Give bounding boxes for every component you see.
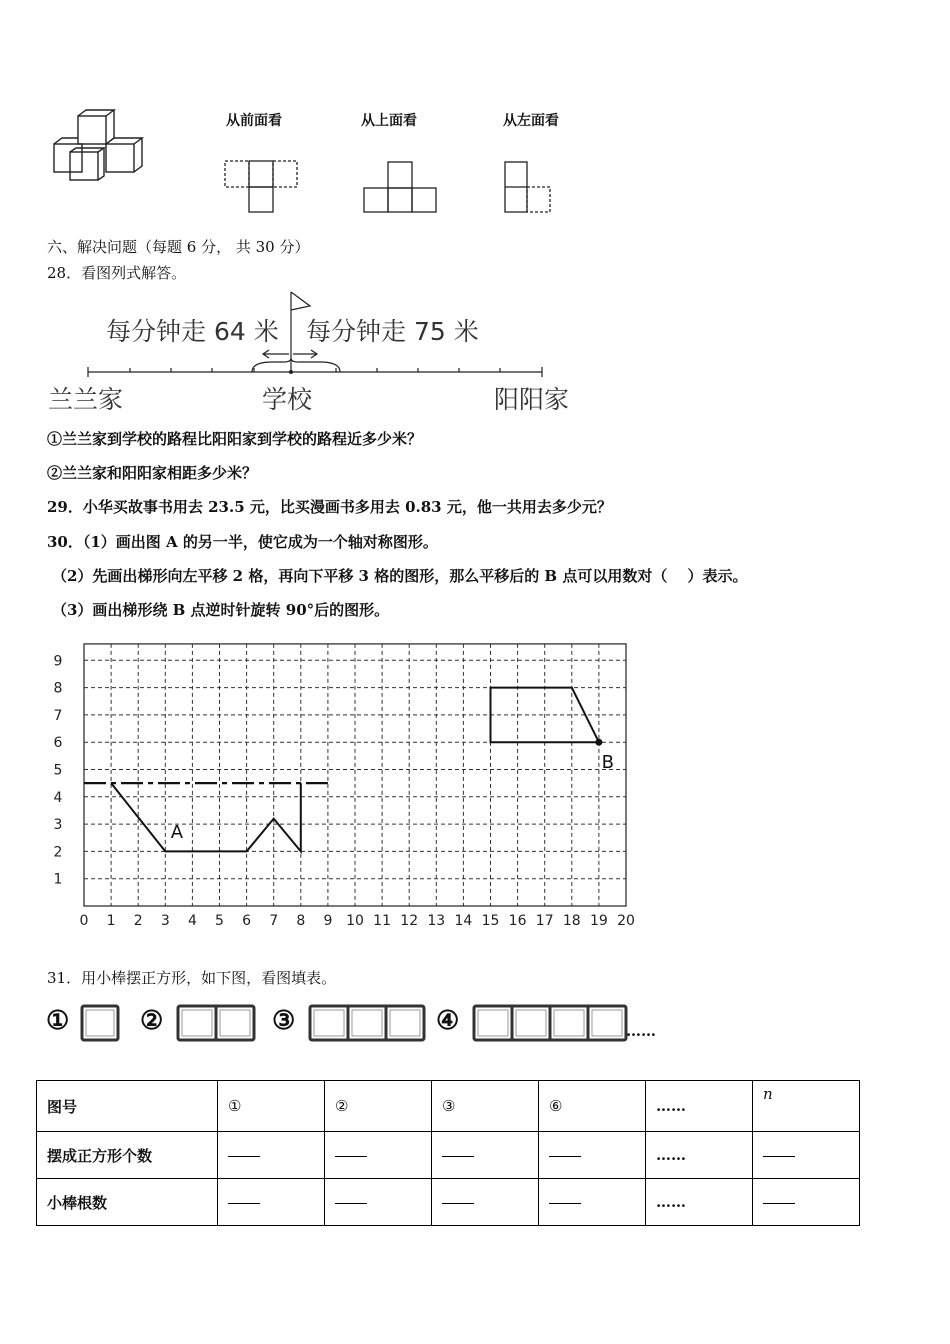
x-tick-label: 6 [242, 913, 252, 929]
label-b: B [601, 752, 614, 774]
x-tick-label: 5 [215, 913, 224, 929]
answer-blank[interactable] [228, 1156, 260, 1157]
school-label: 学校 [262, 385, 313, 414]
x-tick-label: 2 [133, 913, 143, 929]
x-tick-label: 15 [481, 913, 500, 929]
y-tick-label: 9 [53, 653, 63, 670]
table-cell: 图号 [37, 1081, 218, 1132]
table-row [37, 1132, 860, 1179]
q30-line3: （3）画出梯形绕 B 点逆时针旋转 90°后的图形。 [52, 601, 390, 619]
answer-blank[interactable] [549, 1156, 581, 1157]
x-tick-label: 20 [617, 913, 635, 929]
q31-fill-table [36, 1080, 860, 1226]
q28-sub1: ①兰兰家到学校的路程比阳阳家到学校的路程近多少米？ [47, 430, 423, 448]
table-header-row [37, 1081, 860, 1132]
q31-stick-figures [44, 1002, 664, 1050]
q31-title: 31．用小棒摆正方形，如下图，看图填表。 [47, 969, 337, 987]
q30-line2: （2）先画出梯形向左平移 2 格，再向下平移 3 格的图形，那么平移后的 B 点可以用数对（ ）表示。 [52, 567, 748, 585]
table-cell: ③ [432, 1081, 539, 1132]
figure-label-3: ③ [272, 1006, 296, 1036]
point-b-marker [595, 739, 602, 746]
y-tick-label: 8 [53, 680, 63, 697]
x-tick-label: 10 [346, 913, 364, 929]
q28-sub2: ②兰兰家和阳阳家相距多少米？ [47, 464, 258, 482]
figure-label-4: ④ [436, 1006, 460, 1036]
table-cell: …… [646, 1132, 753, 1179]
x-tick-label: 17 [535, 913, 554, 929]
answer-blank[interactable] [442, 1156, 474, 1157]
label-a: A [170, 821, 184, 843]
x-tick-label: 16 [508, 913, 527, 929]
figure-label-2: ② [140, 1006, 164, 1036]
stick-figure-3 [306, 1002, 436, 1046]
right-speed-label: 每分钟走 75 米 [306, 317, 479, 346]
x-tick-label: 4 [187, 913, 197, 929]
y-tick-label: 3 [53, 817, 63, 834]
table-cell: n [753, 1081, 860, 1132]
front-view-label: 从前面看 [226, 113, 282, 129]
x-tick-label: 14 [454, 913, 473, 929]
x-tick-label: 3 [160, 913, 170, 929]
left-view-label: 从左面看 [503, 113, 559, 129]
answer-blank[interactable] [763, 1156, 795, 1157]
figure-a-half [111, 783, 301, 851]
figure-ellipsis: …… [626, 1022, 656, 1040]
table-cell: 摆成正方形个数 [37, 1132, 218, 1179]
x-tick-label: 19 [589, 913, 608, 929]
x-tick-label: 12 [400, 913, 419, 929]
answer-blank[interactable] [763, 1203, 795, 1204]
table-cell: ⑥ [539, 1081, 646, 1132]
q28-title: 28．看图列式解答。 [47, 264, 187, 282]
cube-stack-figure [50, 108, 150, 188]
answer-blank[interactable] [549, 1203, 581, 1204]
table-row [37, 1179, 860, 1226]
x-tick-label: 11 [373, 913, 392, 929]
x-tick-label: 9 [323, 913, 333, 929]
table-cell: …… [646, 1081, 753, 1132]
y-tick-label: 6 [53, 735, 63, 752]
stick-figure-2 [174, 1002, 264, 1046]
q29-text: 29．小华买故事书用去 23.5 元，比买漫画书多用去 0.83 元，他一共用去多少元？ [47, 498, 612, 516]
answer-blank[interactable] [228, 1203, 260, 1204]
section-6-title: 六、解决问题（每题 6 分， 共 30 分） [47, 238, 310, 256]
y-tick-label: 1 [53, 871, 63, 888]
stick-figure-1 [78, 1002, 128, 1046]
x-tick-label: 13 [427, 913, 446, 929]
x-tick-label: 1 [106, 913, 116, 929]
x-tick-label: 0 [79, 913, 89, 929]
left-view-figure [502, 160, 554, 216]
table-cell: 小棒根数 [37, 1179, 218, 1226]
q30-line1: 30．（1）画出图 A 的另一半，使它成为一个轴对称图形。 [47, 533, 438, 551]
y-tick-label: 7 [53, 707, 63, 724]
figure-label-1: ① [46, 1006, 70, 1036]
table-cell: ② [325, 1081, 432, 1132]
answer-blank[interactable] [335, 1156, 367, 1157]
q30-coordinate-grid [40, 636, 650, 934]
y-tick-label: 5 [53, 762, 63, 779]
x-tick-label: 8 [296, 913, 306, 929]
lanlan-home-label: 兰兰家 [48, 385, 124, 414]
answer-blank[interactable] [442, 1203, 474, 1204]
y-tick-label: 4 [53, 789, 63, 806]
top-view-figure [362, 160, 440, 214]
table-cell: …… [646, 1179, 753, 1226]
x-tick-label: 7 [269, 913, 279, 929]
stick-figure-4 [470, 1002, 640, 1046]
table-cell: ① [218, 1081, 325, 1132]
y-tick-label: 2 [53, 844, 63, 861]
q28-route-diagram [44, 288, 584, 416]
left-speed-label: 每分钟走 64 米 [106, 317, 279, 346]
grid-border [84, 644, 626, 906]
answer-blank[interactable] [335, 1203, 367, 1204]
x-tick-label: 18 [562, 913, 581, 929]
yangyang-home-label: 阳阳家 [494, 385, 570, 414]
front-view-figure [222, 158, 298, 214]
top-view-label: 从上面看 [361, 113, 417, 129]
